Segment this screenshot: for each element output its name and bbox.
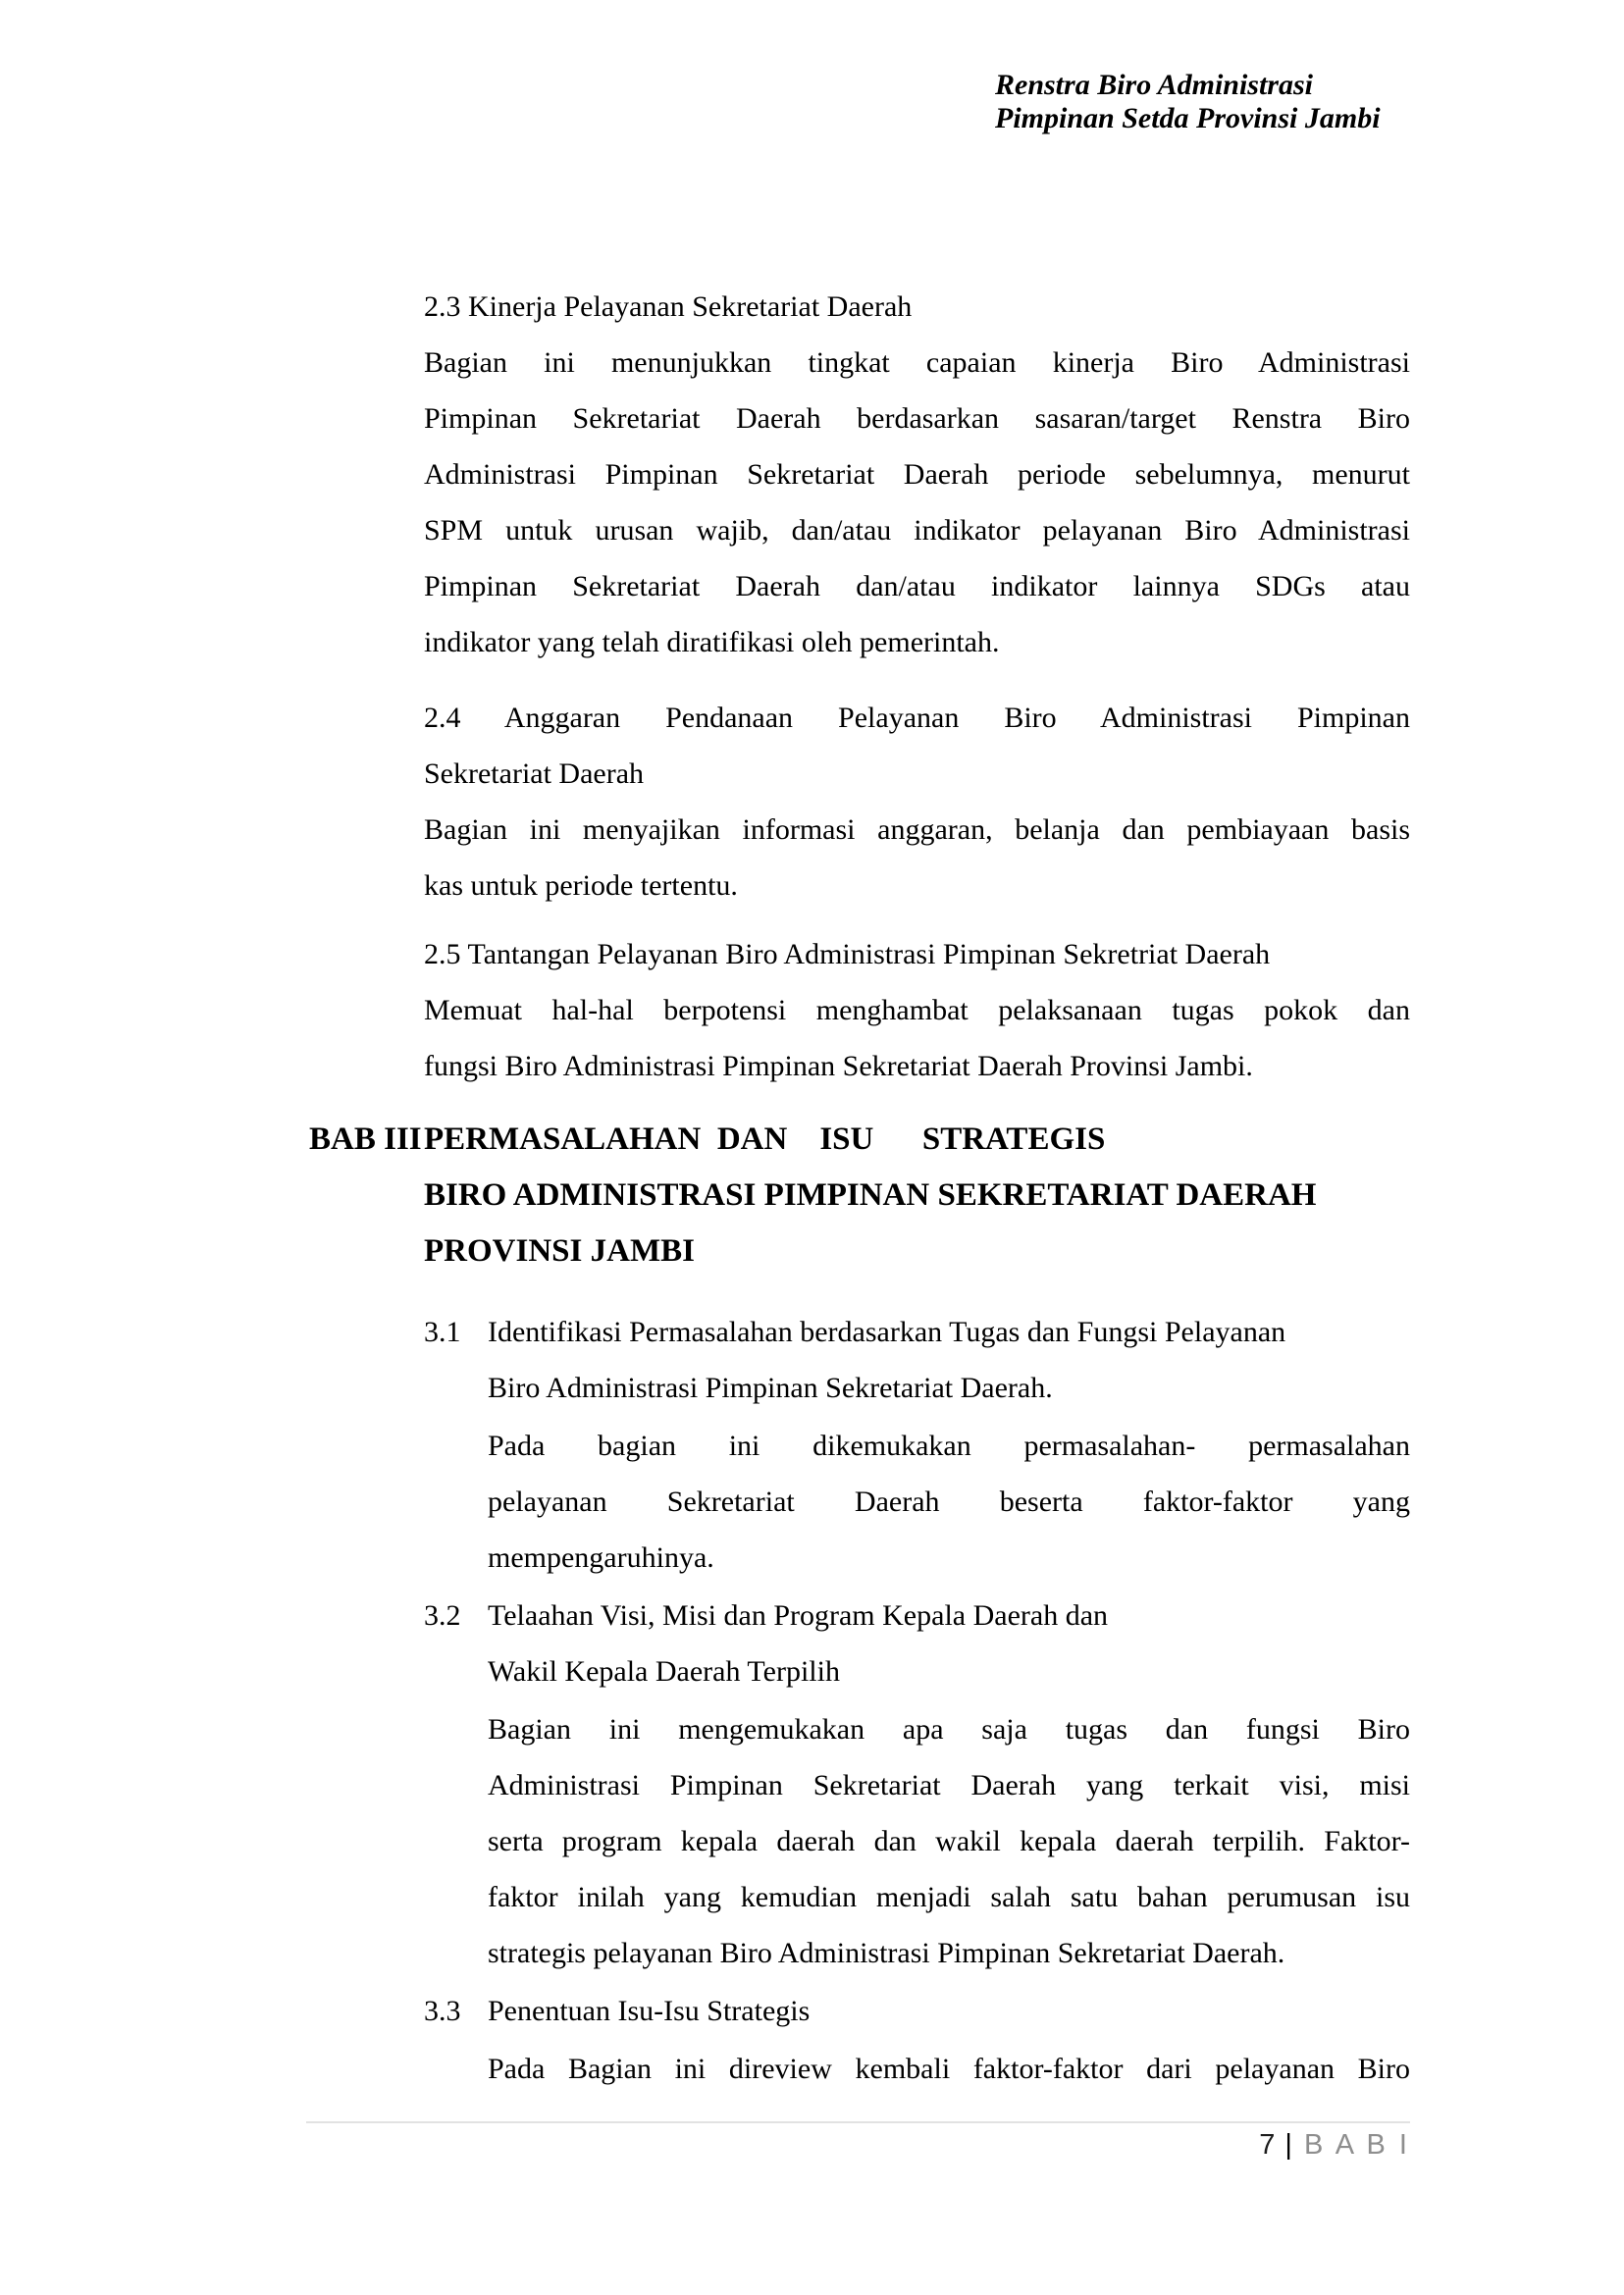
text-line: pelayanan Sekretariat Daerah beserta faktor-faktor yang (488, 1486, 1410, 1518)
text-line: mempengaruhinya. (488, 1541, 714, 1574)
text-line: Biro Administrasi Pimpinan Sekretariat Daerah. (488, 1372, 1053, 1404)
document-body (309, 279, 1410, 2097)
text-line (424, 1304, 1410, 1360)
text-line: indikator yang telah diratifikasi oleh pemerintah. (424, 626, 1000, 658)
chapter-label: BAB III (309, 1121, 422, 1157)
list-item-text: Identifikasi Permasalahan berdasarkan Tugas dan Fungsi Pelayanan (488, 1316, 1286, 1348)
text-line: 2.4 Anggaran Pendanaan Pelayanan Biro Administrasi Pimpinan (424, 702, 1410, 734)
text-line: Bagian ini mengemukakan apa saja tugas dan fungsi Biro (488, 1713, 1410, 1746)
text-line: Pimpinan Sekretariat Daerah dan/atau indikator lainnya SDGs atau (424, 570, 1410, 602)
text-line: Memuat hal-hal berpotensi menghambat pelaksanaan tugas pokok dan (424, 994, 1410, 1026)
list-number: 3.1 (424, 1316, 461, 1348)
text-line: strategis pelayanan Biro Administrasi Pimpinan Sekretariat Daerah. (488, 1937, 1285, 1969)
text-line: PERMASALAHAN DAN ISU STRATEGIS (424, 1121, 1106, 1157)
text-line: faktor inilah yang kemudian menjadi salah satu bahan perumusan isu (488, 1881, 1410, 1913)
section-block (424, 926, 1410, 1094)
list-item-text: Penentuan Isu-Isu Strategis (488, 1995, 811, 2027)
footer-section-label: B A B I (1303, 2129, 1410, 2161)
text-line: Administrasi Pimpinan Sekretariat Daerah yang terkait visi, misi (488, 1769, 1410, 1801)
text-line: Administrasi Pimpinan Sekretariat Daerah periode sebelumnya, menurut (424, 458, 1410, 491)
text-line: Pimpinan Sekretariat Daerah berdasarkan sasaran/target Renstra Biro (424, 402, 1410, 435)
text-line (424, 1588, 1410, 1643)
page-header (995, 69, 1381, 135)
section-block (424, 1983, 1410, 2097)
text-line: Pada bagian ini dikemukakan permasalahan- permasalahan (488, 1430, 1410, 1462)
text-line: PROVINSI JAMBI (424, 1233, 695, 1269)
page-footer (306, 2121, 1410, 2162)
header-line-2: Pimpinan Setda Provinsi Jambi (995, 102, 1381, 134)
text-line: Bagian ini menunjukkan tingkat capaian kinerja Biro Administrasi (424, 346, 1410, 379)
footer-separator: | (1284, 2129, 1292, 2161)
text-line: SPM untuk urusan wajib, dan/atau indikator pelayanan Biro Administrasi (424, 514, 1410, 547)
text-line: Pada Bagian ini direview kembali faktor-faktor dari pelayanan Biro (488, 2053, 1410, 2085)
text-line: fungsi Biro Administrasi Pimpinan Sekretariat Daerah Provinsi Jambi. (424, 1050, 1253, 1082)
section-block (424, 279, 1410, 670)
text-line: Bagian ini menyajikan informasi anggaran, belanja dan pembiayaan basis (424, 813, 1410, 846)
text-line: 2.5 Tantangan Pelayanan Biro Administrasi Pimpinan Sekretriat Daerah (424, 938, 1271, 970)
header-line-1: Renstra Biro Administrasi (995, 69, 1313, 101)
text-line: kas untuk periode tertentu. (424, 869, 738, 902)
section-block (309, 1112, 1410, 1279)
text-line: serta program kepala daerah dan wakil kepala daerah terpilih. Faktor- (488, 1825, 1410, 1857)
list-number: 3.2 (424, 1599, 461, 1632)
list-number: 3.3 (424, 1995, 461, 2027)
text-line (424, 1983, 1410, 2039)
section-block (424, 1304, 1410, 1586)
text-line: Wakil Kepala Daerah Terpilih (488, 1655, 840, 1688)
text-line: 2.3 Kinerja Pelayanan Sekretariat Daerah (424, 290, 913, 323)
section-block (424, 690, 1410, 913)
text-line: Sekretariat Daerah (424, 757, 645, 790)
list-item-text: Telaahan Visi, Misi dan Program Kepala Daerah dan (488, 1599, 1109, 1632)
page-number: 7 (1259, 2129, 1276, 2161)
section-block (424, 1588, 1410, 1981)
text-line: BIRO ADMINISTRASI PIMPINAN SEKRETARIAT DAERAH (424, 1177, 1317, 1213)
